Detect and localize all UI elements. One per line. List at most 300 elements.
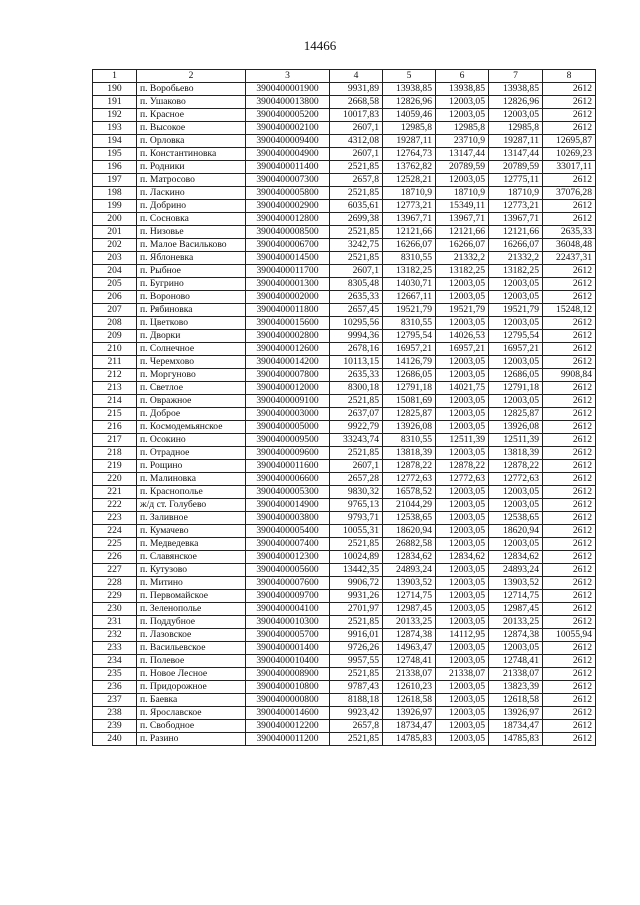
settlement-name-cell: п. Вороново bbox=[137, 290, 246, 303]
value-cell-7: 18620,94 bbox=[489, 524, 543, 537]
row-number-cell: 227 bbox=[93, 563, 137, 576]
row-number-cell: 216 bbox=[93, 420, 137, 433]
code-cell: 3900400007300 bbox=[246, 174, 330, 187]
table-row bbox=[93, 187, 596, 200]
value-cell-5: 26882,58 bbox=[383, 537, 436, 550]
value-cell-5: 13926,08 bbox=[383, 420, 436, 433]
settlement-name-cell: п. Бугрино bbox=[137, 277, 246, 290]
value-cell-8: 2612 bbox=[543, 109, 596, 122]
value-cell-6: 12003,05 bbox=[436, 693, 489, 706]
settlement-name-cell: п. Ярославское bbox=[137, 706, 246, 719]
value-cell-7: 12686,05 bbox=[489, 368, 543, 381]
value-cell-7: 21332,2 bbox=[489, 251, 543, 264]
value-cell-8: 2612 bbox=[543, 511, 596, 524]
value-cell-4: 10295,56 bbox=[330, 316, 383, 329]
row-number-cell: 207 bbox=[93, 303, 137, 316]
code-cell: 3900400011400 bbox=[246, 161, 330, 174]
value-cell-6: 12003,05 bbox=[436, 537, 489, 550]
value-cell-6: 13147,44 bbox=[436, 148, 489, 161]
row-number-cell: 210 bbox=[93, 342, 137, 355]
settlement-name-cell: п. Медведевка bbox=[137, 537, 246, 550]
row-number-cell: 199 bbox=[93, 200, 137, 213]
table-row bbox=[93, 693, 596, 706]
table-row bbox=[93, 251, 596, 264]
row-number-cell: 229 bbox=[93, 589, 137, 602]
value-cell-5: 12667,11 bbox=[383, 290, 436, 303]
column-header: 7 bbox=[489, 70, 543, 83]
code-cell: 3900400009700 bbox=[246, 589, 330, 602]
code-cell: 3900400005700 bbox=[246, 628, 330, 641]
table-row bbox=[93, 719, 596, 732]
value-cell-6: 12121,66 bbox=[436, 226, 489, 239]
table-row bbox=[93, 226, 596, 239]
row-number-cell: 200 bbox=[93, 213, 137, 226]
value-cell-6: 12834,62 bbox=[436, 550, 489, 563]
table-row bbox=[93, 641, 596, 654]
value-cell-8: 2612 bbox=[543, 394, 596, 407]
value-cell-8: 12695,87 bbox=[543, 135, 596, 148]
value-cell-7: 12003,05 bbox=[489, 355, 543, 368]
table-row bbox=[93, 459, 596, 472]
row-number-cell: 191 bbox=[93, 96, 137, 109]
value-cell-5: 13762,82 bbox=[383, 161, 436, 174]
code-cell: 3900400014500 bbox=[246, 251, 330, 264]
table-row bbox=[93, 161, 596, 174]
value-cell-4: 2657,45 bbox=[330, 303, 383, 316]
row-number-cell: 230 bbox=[93, 602, 137, 615]
table-row bbox=[93, 654, 596, 667]
value-cell-6: 12003,05 bbox=[436, 96, 489, 109]
value-cell-4: 9765,13 bbox=[330, 498, 383, 511]
code-cell: 3900400005300 bbox=[246, 485, 330, 498]
value-cell-5: 12121,66 bbox=[383, 226, 436, 239]
value-cell-6: 12003,05 bbox=[436, 524, 489, 537]
value-cell-7: 13926,97 bbox=[489, 706, 543, 719]
table-row bbox=[93, 563, 596, 576]
table-row bbox=[93, 316, 596, 329]
value-cell-4: 6035,61 bbox=[330, 200, 383, 213]
value-cell-8: 2612 bbox=[543, 122, 596, 135]
value-cell-7: 14785,83 bbox=[489, 732, 543, 745]
value-cell-5: 18710,9 bbox=[383, 187, 436, 200]
value-cell-4: 2678,16 bbox=[330, 342, 383, 355]
value-cell-4: 2635,33 bbox=[330, 290, 383, 303]
value-cell-8: 2612 bbox=[543, 174, 596, 187]
value-cell-8: 2612 bbox=[543, 485, 596, 498]
code-cell: 3900400007600 bbox=[246, 576, 330, 589]
value-cell-4: 9994,36 bbox=[330, 329, 383, 342]
value-cell-4: 10024,89 bbox=[330, 550, 383, 563]
value-cell-5: 12748,41 bbox=[383, 654, 436, 667]
value-cell-7: 12987,45 bbox=[489, 602, 543, 615]
value-cell-5: 8310,55 bbox=[383, 251, 436, 264]
row-number-cell: 206 bbox=[93, 290, 137, 303]
value-cell-5: 14030,71 bbox=[383, 277, 436, 290]
value-cell-6: 12003,05 bbox=[436, 706, 489, 719]
settlement-name-cell: п. Новое Лесное bbox=[137, 667, 246, 680]
column-header: 8 bbox=[543, 70, 596, 83]
row-number-cell: 196 bbox=[93, 161, 137, 174]
value-cell-8: 2612 bbox=[543, 277, 596, 290]
code-cell: 3900400009400 bbox=[246, 135, 330, 148]
value-cell-4: 2521,85 bbox=[330, 251, 383, 264]
value-cell-6: 19521,79 bbox=[436, 303, 489, 316]
value-cell-7: 12714,75 bbox=[489, 589, 543, 602]
value-cell-7: 12003,05 bbox=[489, 109, 543, 122]
row-number-cell: 239 bbox=[93, 719, 137, 732]
row-number-cell: 211 bbox=[93, 355, 137, 368]
value-cell-4: 2521,85 bbox=[330, 537, 383, 550]
value-cell-6: 12511,39 bbox=[436, 433, 489, 446]
row-number-cell: 213 bbox=[93, 381, 137, 394]
table-row bbox=[93, 368, 596, 381]
settlement-name-cell: п. Первомайское bbox=[137, 589, 246, 602]
value-cell-7: 12874,38 bbox=[489, 628, 543, 641]
value-cell-5: 12987,45 bbox=[383, 602, 436, 615]
value-cell-4: 13442,35 bbox=[330, 563, 383, 576]
settlement-name-cell: п. Константиновка bbox=[137, 148, 246, 161]
value-cell-4: 33243,74 bbox=[330, 433, 383, 446]
table-row bbox=[93, 277, 596, 290]
table-row bbox=[93, 485, 596, 498]
value-cell-4: 9923,42 bbox=[330, 706, 383, 719]
table-row bbox=[93, 407, 596, 420]
settlement-name-cell: п. Моргуново bbox=[137, 368, 246, 381]
value-cell-7: 12791,18 bbox=[489, 381, 543, 394]
value-cell-4: 9726,26 bbox=[330, 641, 383, 654]
value-cell-8: 2612 bbox=[543, 667, 596, 680]
value-cell-8: 2612 bbox=[543, 719, 596, 732]
value-cell-4: 2521,85 bbox=[330, 394, 383, 407]
value-cell-7: 21338,07 bbox=[489, 667, 543, 680]
value-cell-4: 2607,1 bbox=[330, 264, 383, 277]
value-cell-7: 20789,59 bbox=[489, 161, 543, 174]
value-cell-7: 12003,05 bbox=[489, 498, 543, 511]
value-cell-6: 12003,05 bbox=[436, 316, 489, 329]
settlement-name-cell: п. Васильевское bbox=[137, 641, 246, 654]
row-number-cell: 202 bbox=[93, 239, 137, 252]
value-cell-5: 13938,85 bbox=[383, 83, 436, 96]
value-cell-6: 14021,75 bbox=[436, 381, 489, 394]
value-cell-8: 2612 bbox=[543, 381, 596, 394]
value-cell-7: 12878,22 bbox=[489, 459, 543, 472]
value-cell-4: 2521,85 bbox=[330, 226, 383, 239]
value-cell-8: 2612 bbox=[543, 316, 596, 329]
code-cell: 3900400012200 bbox=[246, 719, 330, 732]
row-number-cell: 214 bbox=[93, 394, 137, 407]
table-row bbox=[93, 732, 596, 745]
value-cell-7: 12003,05 bbox=[489, 290, 543, 303]
value-cell-5: 19521,79 bbox=[383, 303, 436, 316]
value-cell-4: 9793,71 bbox=[330, 511, 383, 524]
value-cell-6: 12003,05 bbox=[436, 394, 489, 407]
code-cell: 3900400012800 bbox=[246, 213, 330, 226]
value-cell-5: 8310,55 bbox=[383, 433, 436, 446]
settlement-name-cell: п. Поддубное bbox=[137, 615, 246, 628]
value-cell-5: 19287,11 bbox=[383, 135, 436, 148]
table-row bbox=[93, 303, 596, 316]
value-cell-6: 13182,25 bbox=[436, 264, 489, 277]
table-row bbox=[93, 290, 596, 303]
value-cell-4: 2699,38 bbox=[330, 213, 383, 226]
value-cell-8: 33017,11 bbox=[543, 161, 596, 174]
value-cell-5: 24893,24 bbox=[383, 563, 436, 576]
value-cell-8: 2612 bbox=[543, 563, 596, 576]
row-number-cell: 195 bbox=[93, 148, 137, 161]
value-cell-5: 12791,18 bbox=[383, 381, 436, 394]
value-cell-5: 12874,38 bbox=[383, 628, 436, 641]
settlement-name-cell: п. Добрино bbox=[137, 200, 246, 213]
value-cell-8: 37076,28 bbox=[543, 187, 596, 200]
row-number-cell: 238 bbox=[93, 706, 137, 719]
settlement-name-cell: п. Рощино bbox=[137, 459, 246, 472]
value-cell-8: 36048,48 bbox=[543, 239, 596, 252]
table-row bbox=[93, 524, 596, 537]
value-cell-6: 12003,05 bbox=[436, 290, 489, 303]
row-number-cell: 192 bbox=[93, 109, 137, 122]
row-number-cell: 231 bbox=[93, 615, 137, 628]
value-cell-7: 12775,11 bbox=[489, 174, 543, 187]
value-cell-5: 12610,23 bbox=[383, 680, 436, 693]
code-cell: 3900400013800 bbox=[246, 96, 330, 109]
value-cell-6: 12003,05 bbox=[436, 420, 489, 433]
value-cell-5: 18734,47 bbox=[383, 719, 436, 732]
value-cell-4: 10017,83 bbox=[330, 109, 383, 122]
code-cell: 3900400010400 bbox=[246, 654, 330, 667]
value-cell-4: 2657,28 bbox=[330, 472, 383, 485]
value-cell-6: 12003,05 bbox=[436, 355, 489, 368]
settlement-name-cell: п. Доброе bbox=[137, 407, 246, 420]
value-cell-7: 16266,07 bbox=[489, 239, 543, 252]
settlement-name-cell: п. Космодемьянское bbox=[137, 420, 246, 433]
row-number-cell: 215 bbox=[93, 407, 137, 420]
code-cell: 3900400002100 bbox=[246, 122, 330, 135]
code-cell: 3900400010800 bbox=[246, 680, 330, 693]
code-cell: 3900400008900 bbox=[246, 667, 330, 680]
value-cell-7: 18710,9 bbox=[489, 187, 543, 200]
value-cell-7: 20133,25 bbox=[489, 615, 543, 628]
value-cell-5: 14059,46 bbox=[383, 109, 436, 122]
value-cell-4: 10113,15 bbox=[330, 355, 383, 368]
value-cell-7: 12825,87 bbox=[489, 407, 543, 420]
settlement-name-cell: п. Краснополье bbox=[137, 485, 246, 498]
value-cell-8: 2612 bbox=[543, 524, 596, 537]
table-row bbox=[93, 446, 596, 459]
value-cell-6: 12003,05 bbox=[436, 602, 489, 615]
settlement-name-cell: п. Черемхово bbox=[137, 355, 246, 368]
value-cell-6: 12003,05 bbox=[436, 446, 489, 459]
code-cell: 3900400002000 bbox=[246, 290, 330, 303]
value-cell-8: 22437,31 bbox=[543, 251, 596, 264]
value-cell-4: 2607,1 bbox=[330, 459, 383, 472]
code-cell: 3900400012000 bbox=[246, 381, 330, 394]
value-cell-6: 12003,05 bbox=[436, 589, 489, 602]
value-cell-4: 2635,33 bbox=[330, 368, 383, 381]
row-number-cell: 205 bbox=[93, 277, 137, 290]
value-cell-8: 2612 bbox=[543, 420, 596, 433]
value-cell-4: 9931,26 bbox=[330, 589, 383, 602]
data-table bbox=[92, 69, 596, 746]
value-cell-8: 2612 bbox=[543, 472, 596, 485]
value-cell-4: 2657,8 bbox=[330, 719, 383, 732]
value-cell-6: 12878,22 bbox=[436, 459, 489, 472]
row-number-cell: 217 bbox=[93, 433, 137, 446]
value-cell-8: 2612 bbox=[543, 498, 596, 511]
value-cell-7: 12772,63 bbox=[489, 472, 543, 485]
code-cell: 3900400003000 bbox=[246, 407, 330, 420]
code-cell: 3900400012600 bbox=[246, 342, 330, 355]
table-row bbox=[93, 433, 596, 446]
value-cell-6: 12003,05 bbox=[436, 641, 489, 654]
row-number-cell: 198 bbox=[93, 187, 137, 200]
settlement-name-cell: п. Заливное bbox=[137, 511, 246, 524]
table-row bbox=[93, 135, 596, 148]
table-row bbox=[93, 96, 596, 109]
settlement-name-cell: п. Низовье bbox=[137, 226, 246, 239]
value-cell-5: 12686,05 bbox=[383, 368, 436, 381]
value-cell-7: 13938,85 bbox=[489, 83, 543, 96]
settlement-name-cell: п. Воробьево bbox=[137, 83, 246, 96]
value-cell-7: 13823,39 bbox=[489, 680, 543, 693]
value-cell-5: 12826,96 bbox=[383, 96, 436, 109]
settlement-name-cell: п. Славянское bbox=[137, 550, 246, 563]
value-cell-5: 14785,83 bbox=[383, 732, 436, 745]
value-cell-7: 13147,44 bbox=[489, 148, 543, 161]
table-row bbox=[93, 329, 596, 342]
table-row bbox=[93, 667, 596, 680]
value-cell-5: 16957,21 bbox=[383, 342, 436, 355]
table-row bbox=[93, 628, 596, 641]
settlement-name-cell: п. Сосновка bbox=[137, 213, 246, 226]
value-cell-6: 14026,53 bbox=[436, 329, 489, 342]
table-row bbox=[93, 200, 596, 213]
value-cell-7: 13182,25 bbox=[489, 264, 543, 277]
value-cell-8: 9908,84 bbox=[543, 368, 596, 381]
settlement-name-cell: п. Дворки bbox=[137, 329, 246, 342]
table-row bbox=[93, 174, 596, 187]
value-cell-6: 14112,95 bbox=[436, 628, 489, 641]
settlement-name-cell: п. Красное bbox=[137, 109, 246, 122]
table-row bbox=[93, 511, 596, 524]
settlement-name-cell: п. Митино bbox=[137, 576, 246, 589]
value-cell-7: 12003,05 bbox=[489, 537, 543, 550]
value-cell-8: 2612 bbox=[543, 654, 596, 667]
value-cell-6: 12003,05 bbox=[436, 615, 489, 628]
table-row bbox=[93, 148, 596, 161]
row-number-cell: 208 bbox=[93, 316, 137, 329]
row-number-cell: 235 bbox=[93, 667, 137, 680]
table-row bbox=[93, 550, 596, 563]
value-cell-6: 12003,05 bbox=[436, 485, 489, 498]
code-cell: 3900400009100 bbox=[246, 394, 330, 407]
value-cell-8: 2612 bbox=[543, 693, 596, 706]
settlement-name-cell: п. Осокино bbox=[137, 433, 246, 446]
value-cell-7: 18734,47 bbox=[489, 719, 543, 732]
settlement-name-cell: п. Солнечное bbox=[137, 342, 246, 355]
value-cell-5: 14126,79 bbox=[383, 355, 436, 368]
table-row bbox=[93, 615, 596, 628]
settlement-name-cell: п. Кумачево bbox=[137, 524, 246, 537]
value-cell-8: 2612 bbox=[543, 446, 596, 459]
value-cell-4: 8300,18 bbox=[330, 381, 383, 394]
settlement-name-cell: п. Родники bbox=[137, 161, 246, 174]
column-header: 3 bbox=[246, 70, 330, 83]
value-cell-8: 2612 bbox=[543, 213, 596, 226]
code-cell: 3900400015600 bbox=[246, 316, 330, 329]
value-cell-6: 12003,05 bbox=[436, 277, 489, 290]
value-cell-6: 21338,07 bbox=[436, 667, 489, 680]
row-number-cell: 193 bbox=[93, 122, 137, 135]
value-cell-4: 9787,43 bbox=[330, 680, 383, 693]
value-cell-7: 13903,52 bbox=[489, 576, 543, 589]
column-header: 1 bbox=[93, 70, 137, 83]
value-cell-7: 12003,05 bbox=[489, 394, 543, 407]
value-cell-8: 2612 bbox=[543, 200, 596, 213]
value-cell-6: 18710,9 bbox=[436, 187, 489, 200]
row-number-cell: 236 bbox=[93, 680, 137, 693]
value-cell-8: 2612 bbox=[543, 680, 596, 693]
value-cell-8: 2612 bbox=[543, 96, 596, 109]
table-row bbox=[93, 498, 596, 511]
value-cell-6: 12772,63 bbox=[436, 472, 489, 485]
settlement-name-cell: п. Отрадное bbox=[137, 446, 246, 459]
code-cell: 3900400001300 bbox=[246, 277, 330, 290]
value-cell-6: 23710,9 bbox=[436, 135, 489, 148]
value-cell-8: 2635,33 bbox=[543, 226, 596, 239]
value-cell-4: 8305,48 bbox=[330, 277, 383, 290]
code-cell: 3900400005600 bbox=[246, 563, 330, 576]
value-cell-5: 12773,21 bbox=[383, 200, 436, 213]
value-cell-4: 2701,97 bbox=[330, 602, 383, 615]
table-body bbox=[93, 83, 596, 746]
value-cell-4: 9957,55 bbox=[330, 654, 383, 667]
code-cell: 3900400004100 bbox=[246, 602, 330, 615]
value-cell-5: 12618,58 bbox=[383, 693, 436, 706]
code-cell: 3900400011200 bbox=[246, 732, 330, 745]
value-cell-6: 16957,21 bbox=[436, 342, 489, 355]
value-cell-8: 2612 bbox=[543, 290, 596, 303]
settlement-name-cell: п. Рябиновка bbox=[137, 303, 246, 316]
value-cell-4: 2521,85 bbox=[330, 187, 383, 200]
code-cell: 3900400011700 bbox=[246, 264, 330, 277]
code-cell: 3900400012300 bbox=[246, 550, 330, 563]
table-row bbox=[93, 394, 596, 407]
value-cell-6: 20789,59 bbox=[436, 161, 489, 174]
value-cell-6: 12003,05 bbox=[436, 576, 489, 589]
value-cell-6: 15349,11 bbox=[436, 200, 489, 213]
value-cell-6: 12985,8 bbox=[436, 122, 489, 135]
value-cell-5: 16578,52 bbox=[383, 485, 436, 498]
value-cell-4: 9830,32 bbox=[330, 485, 383, 498]
value-cell-4: 10055,31 bbox=[330, 524, 383, 537]
table-row bbox=[93, 602, 596, 615]
column-header: 5 bbox=[383, 70, 436, 83]
code-cell: 3900400011800 bbox=[246, 303, 330, 316]
settlement-name-cell: п. Ласкино bbox=[137, 187, 246, 200]
value-cell-7: 12511,39 bbox=[489, 433, 543, 446]
settlement-name-cell: п. Полевое bbox=[137, 654, 246, 667]
value-cell-6: 13938,85 bbox=[436, 83, 489, 96]
code-cell: 3900400010300 bbox=[246, 615, 330, 628]
value-cell-7: 12121,66 bbox=[489, 226, 543, 239]
value-cell-8: 2612 bbox=[543, 550, 596, 563]
code-cell: 3900400011600 bbox=[246, 459, 330, 472]
value-cell-8: 2612 bbox=[543, 615, 596, 628]
value-cell-5: 21338,07 bbox=[383, 667, 436, 680]
value-cell-7: 12795,54 bbox=[489, 329, 543, 342]
table-row bbox=[93, 472, 596, 485]
value-cell-7: 12748,41 bbox=[489, 654, 543, 667]
